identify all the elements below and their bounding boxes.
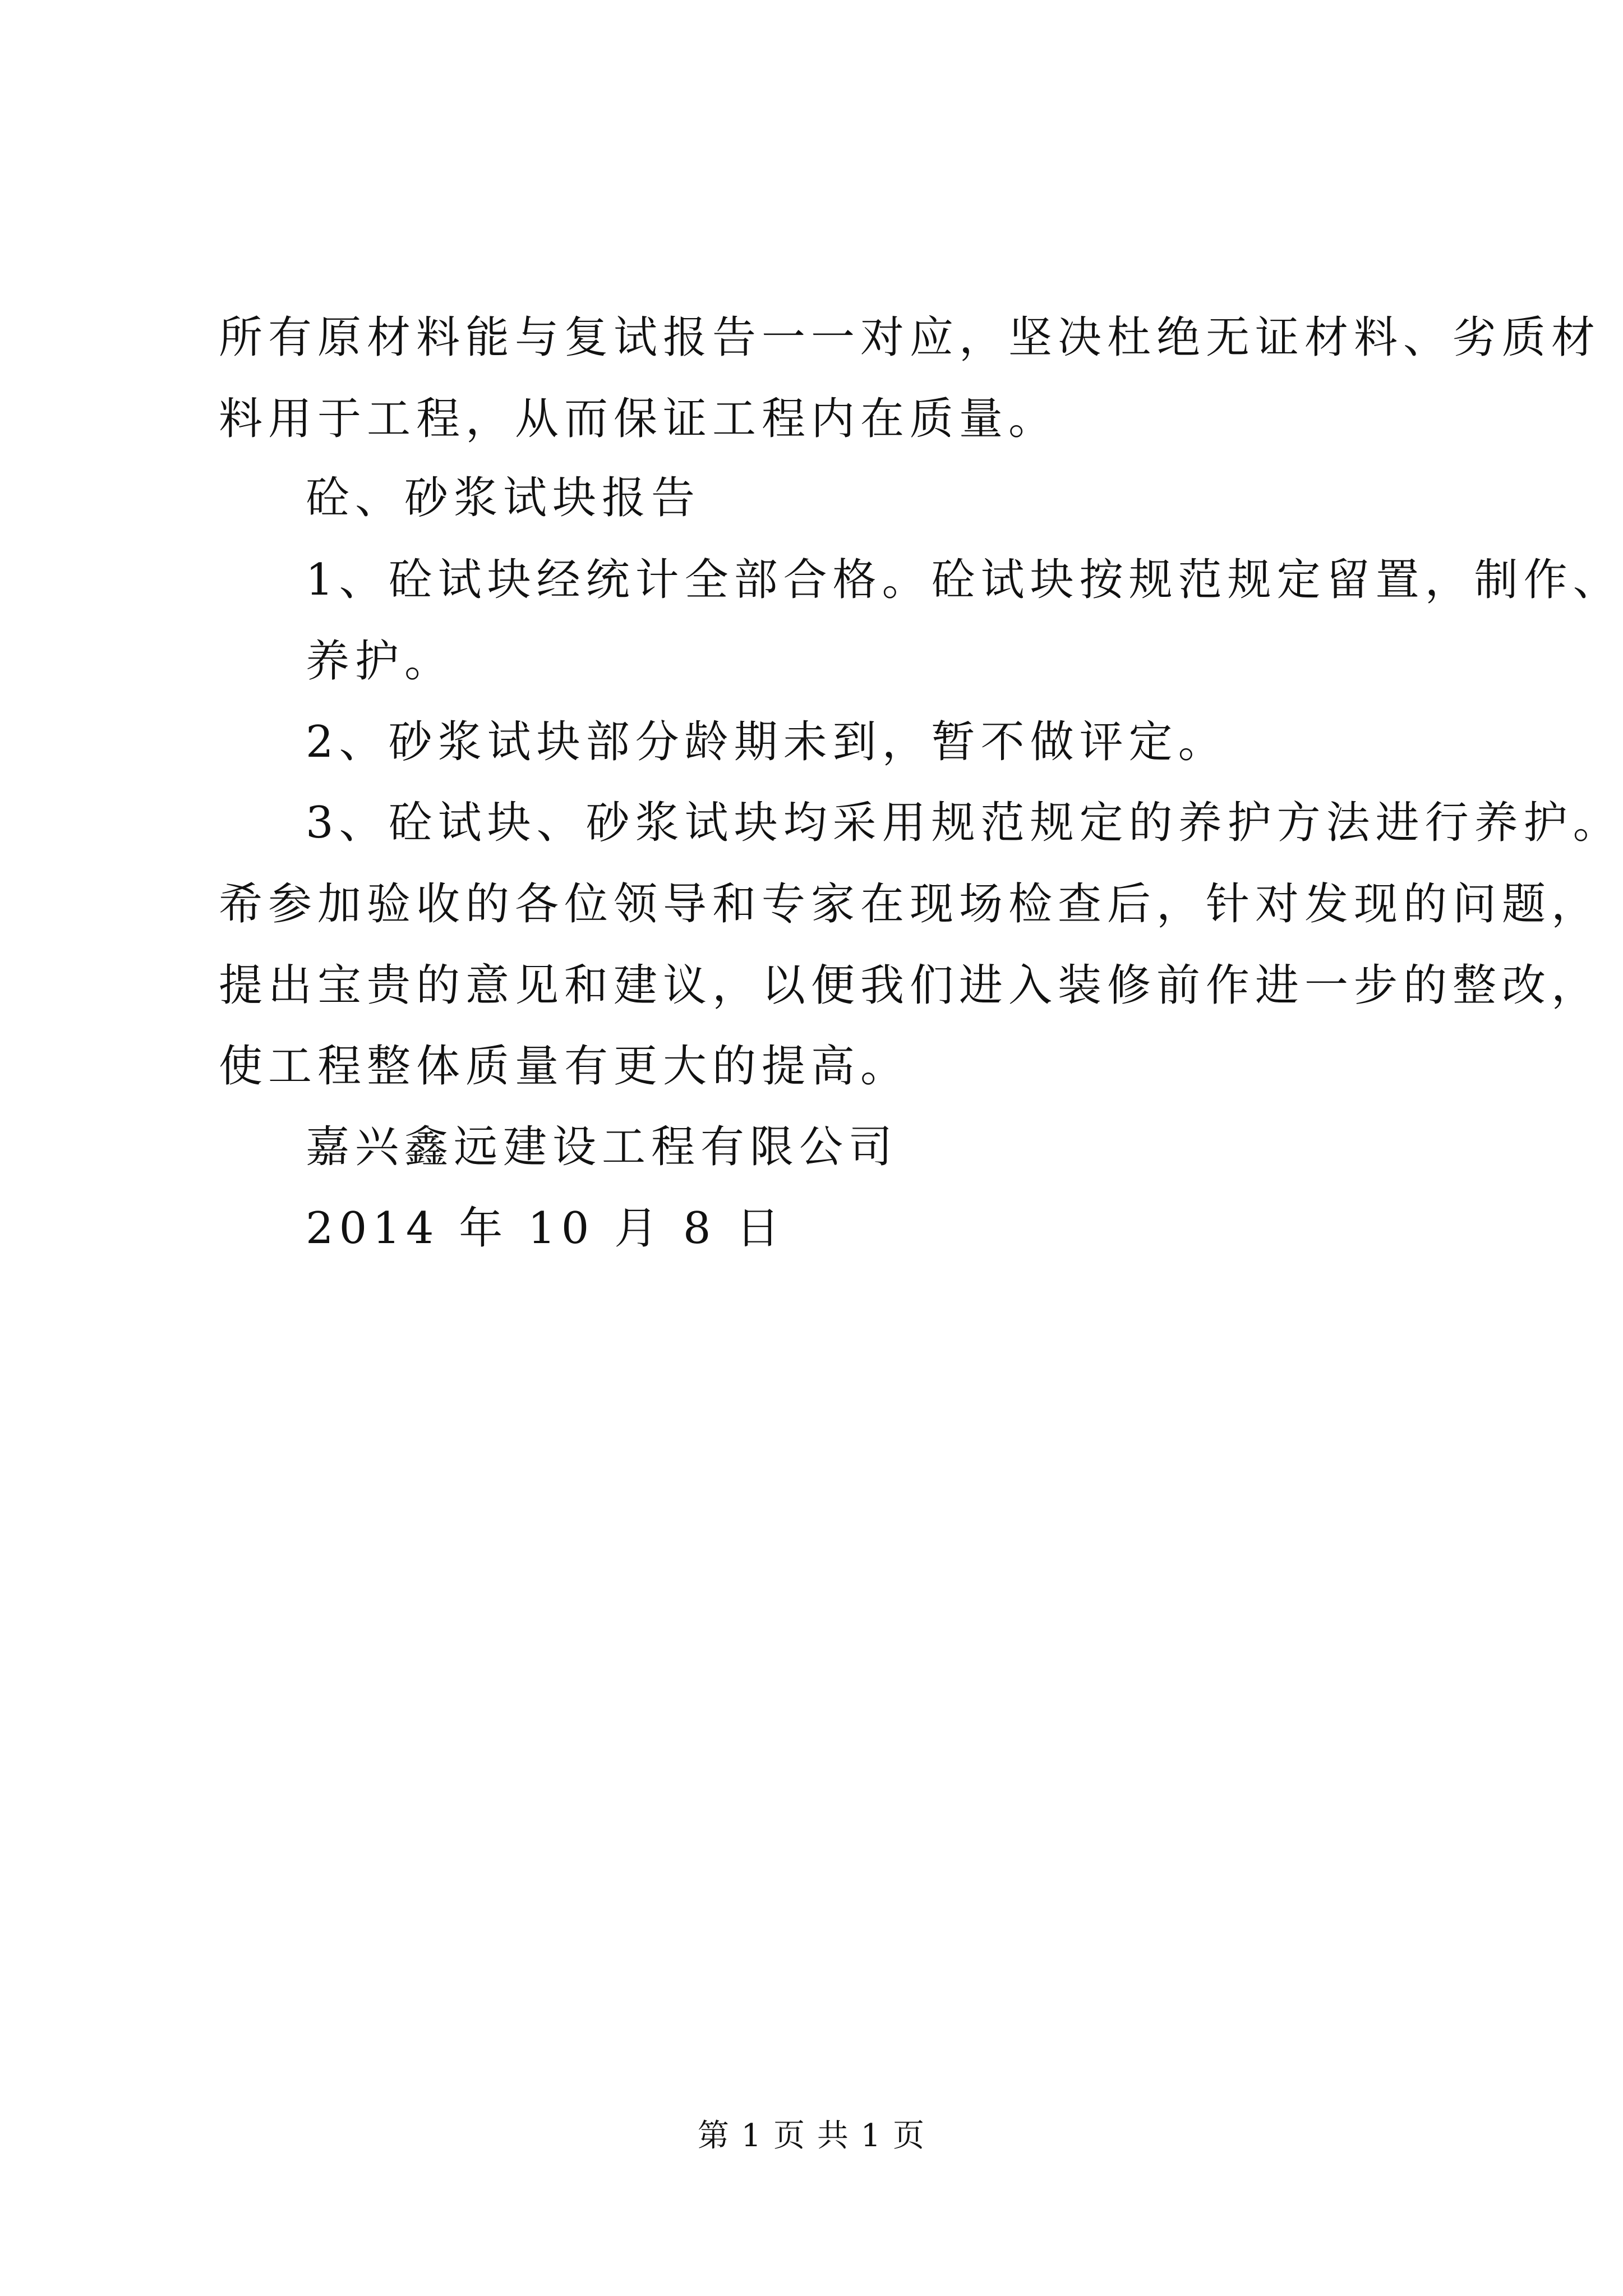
company-name: 嘉兴鑫远建设工程有限公司 [306,1122,898,1172]
document-date: 2014 年 10 月 8 日 [306,1203,786,1254]
list-item-continuation: 养护。 [306,636,454,687]
page-footer: 第 1 页 共 1 页 [697,2118,926,2154]
list-item: 2、砂浆试块部分龄期未到，暂不做评定。 [306,717,1228,767]
paragraph-line: 料用于工程，从而保证工程内在质量。 [219,394,1058,444]
section-heading: 砼、砂浆试块报告 [306,473,701,523]
closing-line: 使工程整体质量有更大的提高。 [219,1041,910,1092]
closing-line: 希参加验收的各位领导和专家在现场检查后，针对发现的问题， [219,879,1601,930]
paragraph-line: 所有原材料能与复试报告一一对应，坚决杜绝无证材料、劣质材 [219,312,1601,363]
list-item: 1、砼试块经统计全部合格。砼试块按规范规定留置，制作、 [306,555,1622,605]
list-item: 3、砼试块、砂浆试块均采用规范规定的养护方法进行养护。 [306,798,1622,848]
closing-line: 提出宝贵的意见和建议，以便我们进入装修前作进一步的整改， [219,960,1601,1011]
